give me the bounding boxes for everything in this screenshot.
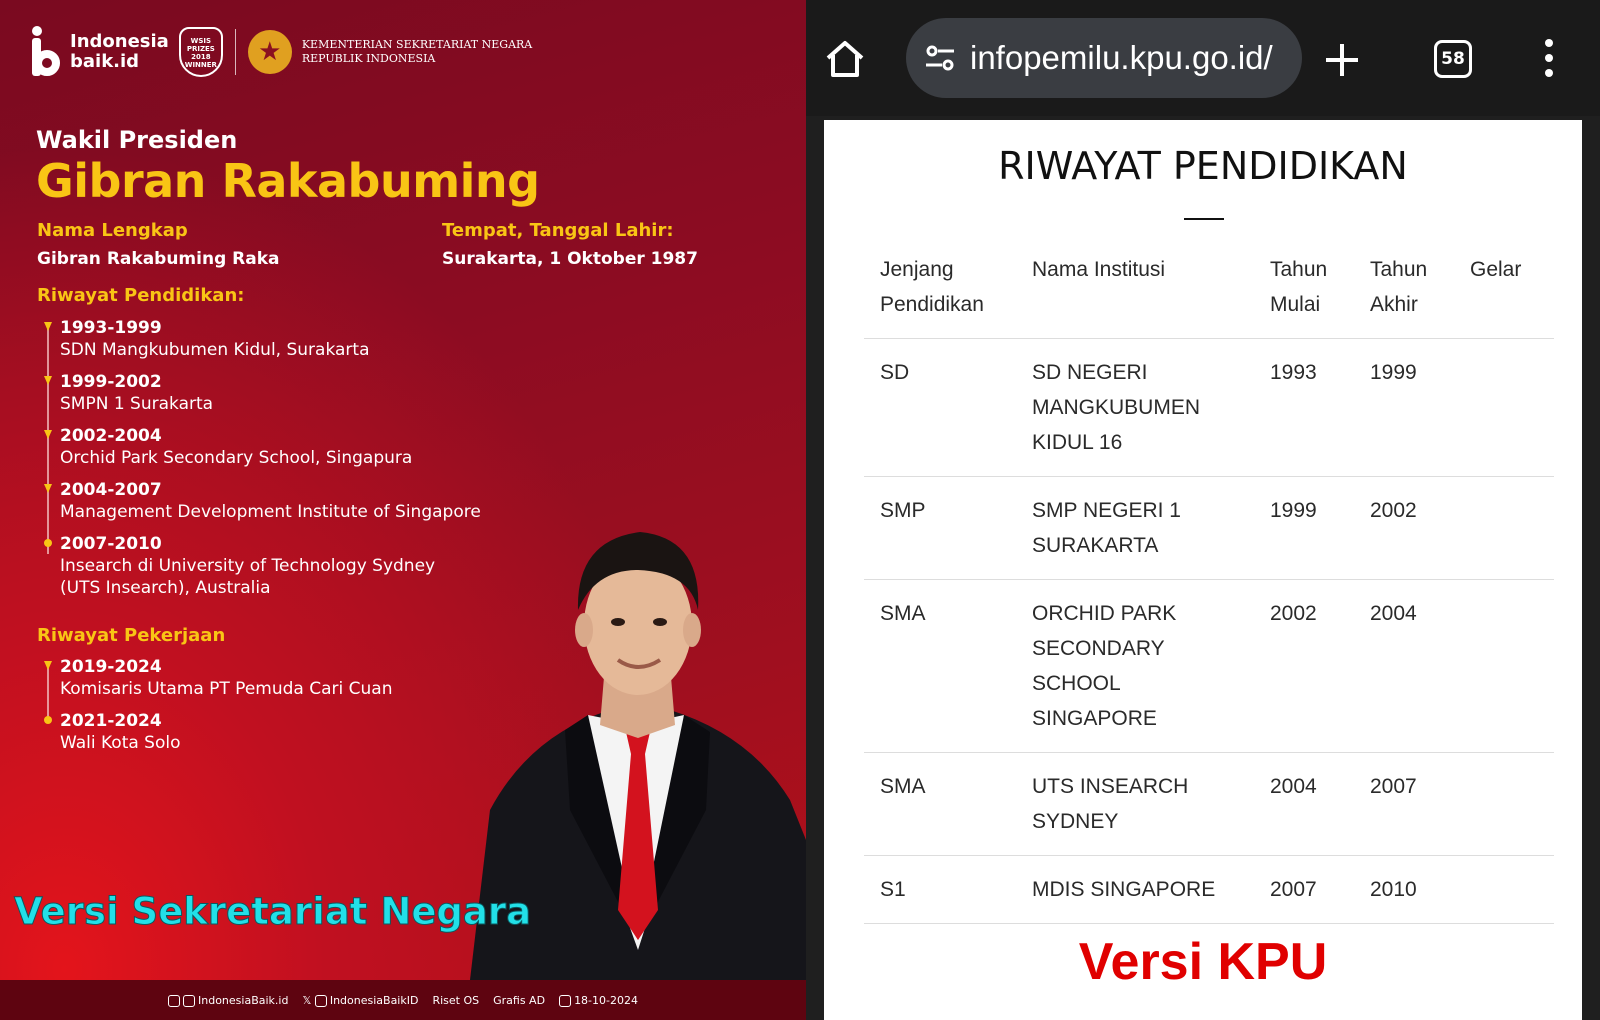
education-entry: 2007-2010 Insearch di University of Technology Sydney (UTS Insearch), Australia bbox=[44, 534, 484, 599]
education-timeline bbox=[44, 318, 484, 610]
home-icon[interactable] bbox=[824, 38, 866, 80]
indonesiabaik-logo-icon bbox=[30, 26, 66, 78]
work-entry: 2021-2024 Wali Kota Solo bbox=[44, 711, 484, 754]
header-gelar: Gelar bbox=[1454, 250, 1554, 339]
header-tahun-akhir: Tahun Akhir bbox=[1354, 250, 1454, 339]
logo-divider bbox=[235, 29, 236, 75]
education-table bbox=[864, 250, 1554, 924]
indonesiabaik-logo-text: Indonesia baik.id bbox=[70, 31, 169, 72]
wsis-prize-badge: WSIS PRIZES 2018 WINNER bbox=[179, 27, 223, 77]
calendar-icon bbox=[559, 995, 571, 1007]
education-label: Riwayat Pendidikan: bbox=[37, 285, 245, 306]
source-badge-sekretariat-negara: Versi Sekretariat Negara bbox=[14, 890, 532, 933]
full-name-value: Gibran Rakabuming Raka bbox=[37, 249, 280, 269]
education-entry: 2002-2004 Orchid Park Secondary School, Singapura bbox=[44, 426, 484, 469]
url-text[interactable]: infopemilu.kpu.go.id/ bbox=[970, 39, 1273, 76]
full-name-label: Nama Lengkap bbox=[37, 220, 188, 241]
header-tahun-mulai: Tahun Mulai bbox=[1254, 250, 1354, 339]
person-name: Gibran Rakabuming bbox=[36, 154, 540, 208]
more-menu-icon[interactable] bbox=[1544, 38, 1554, 78]
browser-toolbar bbox=[806, 0, 1600, 116]
header-institusi: Nama Institusi bbox=[1016, 250, 1254, 339]
timeline-dot-icon bbox=[44, 539, 52, 547]
role-label: Wakil Presiden bbox=[36, 126, 238, 154]
work-label: Riwayat Pekerjaan bbox=[37, 625, 226, 646]
publish-date: 18-10-2024 bbox=[559, 994, 638, 1007]
site-settings-icon[interactable] bbox=[922, 40, 958, 76]
timeline-marker-icon bbox=[44, 376, 52, 385]
source-badge-kpu: Versi KPU bbox=[1078, 933, 1328, 991]
youtube-icon bbox=[315, 995, 327, 1007]
social-handle-2: 𝕏 IndonesiaBaikID bbox=[302, 993, 419, 1007]
web-page-content bbox=[824, 120, 1582, 1020]
mobile-browser bbox=[806, 0, 1600, 1020]
facebook-icon bbox=[183, 995, 195, 1007]
credit-grafis: Grafis AD bbox=[493, 993, 546, 1007]
education-entry: 2004-2007 Management Development Institute of Singapore bbox=[44, 480, 484, 523]
work-entry: 2019-2024 Komisaris Utama PT Pemuda Cari Cuan bbox=[44, 657, 484, 700]
table-row: SMP SMP NEGERI 1 SURAKARTA 1999 2002 bbox=[864, 477, 1554, 580]
tab-switcher-button[interactable]: 58 bbox=[1434, 40, 1472, 78]
timeline-marker-icon bbox=[44, 430, 52, 439]
credit-riset: Riset OS bbox=[432, 993, 480, 1007]
table-header-row bbox=[864, 250, 1554, 339]
poster-footer bbox=[0, 980, 806, 1020]
poster-header-logos bbox=[30, 26, 532, 78]
timeline-marker-icon bbox=[44, 322, 52, 331]
education-entry: 1999-2002 SMPN 1 Surakarta bbox=[44, 372, 484, 415]
table-row: SMA ORCHID PARK SECONDARY SCHOOL SINGAPORE 2002 2004 bbox=[864, 580, 1554, 753]
address-bar[interactable] bbox=[906, 18, 1302, 98]
page-title: RIWAYAT PENDIDIKAN bbox=[998, 144, 1408, 188]
social-handle-1: IndonesiaBaik.id bbox=[168, 994, 288, 1007]
x-icon: 𝕏 bbox=[302, 993, 312, 1007]
header-jenjang: Jenjang Pendidikan bbox=[864, 250, 1016, 339]
table-row: S1 MDIS SINGAPORE 2007 2010 bbox=[864, 856, 1554, 924]
birth-value: Surakarta, 1 Oktober 1987 bbox=[442, 249, 698, 269]
new-tab-icon[interactable] bbox=[1322, 40, 1362, 80]
table-row: SMA UTS INSEARCH SYDNEY 2004 2007 bbox=[864, 753, 1554, 856]
timeline-marker-icon bbox=[44, 661, 52, 670]
ministry-name: KEMENTERIAN SEKRETARIAT NEGARA REPUBLIK INDONESIA bbox=[301, 38, 533, 65]
timeline-marker-icon bbox=[44, 484, 52, 493]
instagram-icon bbox=[168, 995, 180, 1007]
birth-label: Tempat, Tanggal Lahir: bbox=[442, 220, 674, 241]
education-entry: 1993-1999 SDN Mangkubumen Kidul, Surakarta bbox=[44, 318, 484, 361]
title-divider bbox=[1184, 218, 1224, 220]
table-row: SD SD NEGERI MANGKUBUMEN KIDUL 16 1993 1999 bbox=[864, 339, 1554, 477]
garuda-emblem-icon: ★ bbox=[248, 30, 292, 74]
work-timeline bbox=[44, 657, 484, 765]
timeline-dot-icon bbox=[44, 716, 52, 724]
